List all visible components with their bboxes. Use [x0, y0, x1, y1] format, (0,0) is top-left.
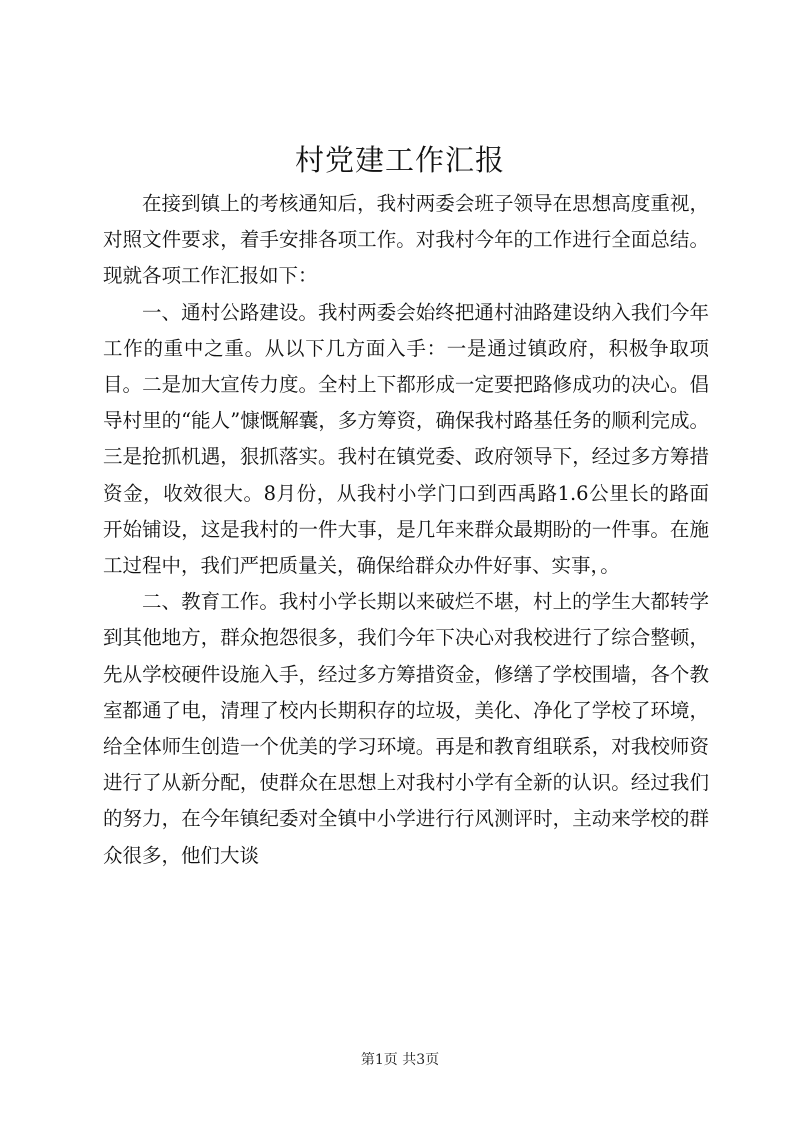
paragraph-education: 二、教育工作。我村小学长期以来破烂不堪，村上的学生大都转学到其他地方，群众抱怨很多，我们今年下决心对我校进行了综合整顿，先从学校硬件设施入手，经过多方筹措资金，修缮了学校围墙，各个教室都通了电，清理了校内长期积存的垃圾，美化、净化了学校了环境，给全体师生创造一个优美的学习环境。再是和教育组联系，对我校师资进行了从新分配，使群众在思想上对我村小学有全新的认识。经过我们的努力，在今年镇纪委对全镇中小学进行行风测评时，主动来学校的群众很多，他们大谈 [103, 590, 709, 867]
page-footer: 第1页 共3页 [360, 1052, 440, 1068]
paragraph-road-construction: 一、通村公路建设。我村两委会始终把通村油路建设纳入我们今年工作的重中之重。从以下几方面入手：一是通过镇政府，积极争取项目。二是加大宣传力度。全村上下都形成一定要把路修成功的决心。倡导村里的“能人”慷慨解囊，多方筹资，确保我村路基任务的顺利完成。三是抢抓机遇，狠抓落实。我村在镇党委、政府领导下，经过多方筹措资金，收效很大。8月份，从我村小学门口到西禹路1.6公里长的路面开始铺设，这是我村的一件大事，是几年来群众最期盼的一件事。在施工过程中，我们严把质量关，确保给群众办件好事、实事，。 [103, 300, 709, 578]
paragraph-intro: 在接到镇上的考核通知后，我村两委会班子领导在思想高度重视，对照文件要求，着手安排各项工作。对我村今年的工作进行全面总结。现就各项工作汇报如下： [103, 192, 709, 288]
document-body [103, 186, 709, 874]
document-title: 村党建工作汇报 [294, 143, 505, 177]
